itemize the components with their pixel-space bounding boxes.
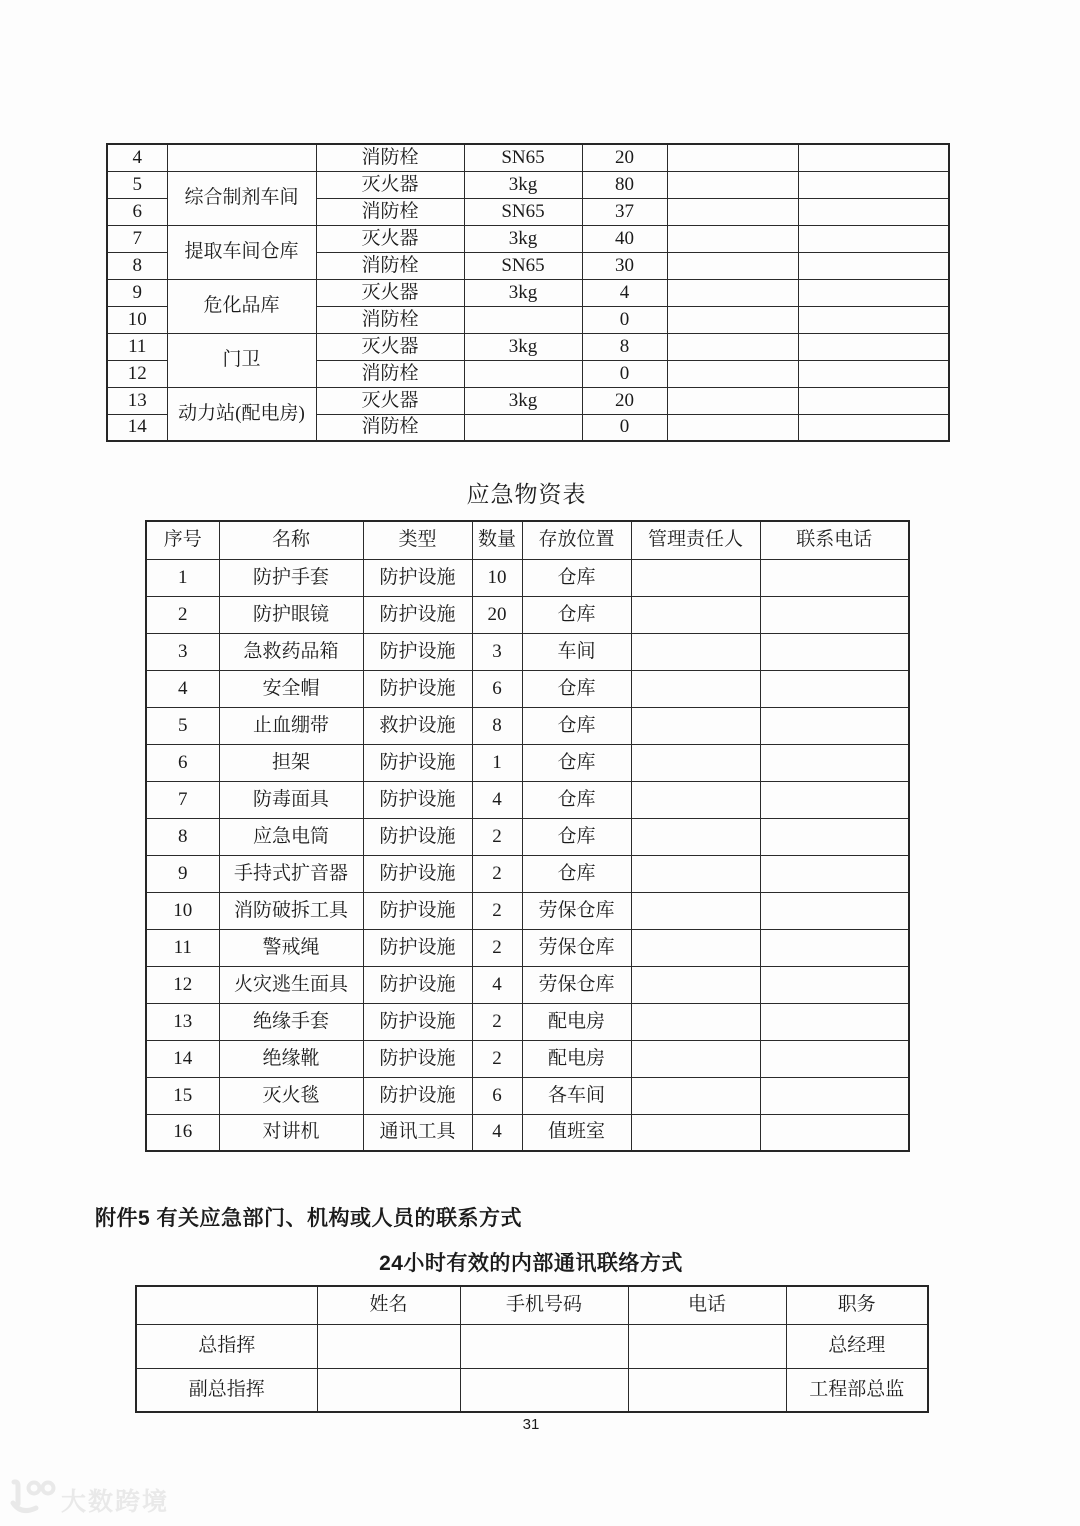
table-cell bbox=[631, 596, 760, 633]
equipment-table-row bbox=[107, 144, 949, 171]
contact-phone-cell bbox=[798, 306, 949, 333]
table-cell bbox=[631, 707, 760, 744]
table-cell: 15 bbox=[146, 1077, 219, 1114]
table-cell bbox=[760, 892, 909, 929]
supplies-table-row bbox=[146, 744, 909, 781]
table-cell: 防护设施 bbox=[363, 559, 472, 596]
supplies-table-row bbox=[146, 781, 909, 818]
contact-phone-cell bbox=[798, 333, 949, 360]
spec-cell: 3kg bbox=[464, 333, 582, 360]
table-cell bbox=[760, 707, 909, 744]
table-cell: 防护设施 bbox=[363, 966, 472, 1003]
equipment-type-cell: 消防栓 bbox=[316, 306, 464, 333]
table-cell: 劳保仓库 bbox=[522, 929, 631, 966]
table-cell bbox=[760, 1003, 909, 1040]
table-cell: 6 bbox=[472, 670, 522, 707]
quantity-cell: 20 bbox=[582, 144, 667, 171]
table-cell: 救护设施 bbox=[363, 707, 472, 744]
table-cell: 仓库 bbox=[522, 781, 631, 818]
table-cell bbox=[631, 892, 760, 929]
table-cell: 1 bbox=[472, 744, 522, 781]
table-cell: 防毒面具 bbox=[219, 781, 363, 818]
table-cell bbox=[760, 744, 909, 781]
table-cell: 8 bbox=[472, 707, 522, 744]
table-cell: 13 bbox=[146, 1003, 219, 1040]
manager-cell bbox=[667, 279, 798, 306]
title-cell: 工程部总监 bbox=[786, 1368, 928, 1412]
table-cell: 仓库 bbox=[522, 707, 631, 744]
table-cell: 14 bbox=[146, 1040, 219, 1077]
table-cell: 防护设施 bbox=[363, 633, 472, 670]
equipment-type-cell: 消防栓 bbox=[316, 414, 464, 441]
table-cell bbox=[760, 1040, 909, 1077]
quantity-cell: 20 bbox=[582, 387, 667, 414]
row-number-cell: 14 bbox=[107, 414, 167, 441]
table-cell: 防护设施 bbox=[363, 818, 472, 855]
table-cell: 仓库 bbox=[522, 744, 631, 781]
manager-cell bbox=[667, 306, 798, 333]
manager-cell bbox=[667, 225, 798, 252]
contact-phone-cell bbox=[798, 171, 949, 198]
row-number-cell: 12 bbox=[107, 360, 167, 387]
table-cell: 绝缘靴 bbox=[219, 1040, 363, 1077]
supplies-table-row bbox=[146, 929, 909, 966]
table-cell: 4 bbox=[472, 966, 522, 1003]
row-number-cell: 13 bbox=[107, 387, 167, 414]
table-cell bbox=[760, 818, 909, 855]
contact-phone-cell bbox=[798, 387, 949, 414]
supplies-table-row bbox=[146, 1114, 909, 1151]
manager-cell bbox=[667, 144, 798, 171]
spec-cell: 3kg bbox=[464, 225, 582, 252]
table-cell: 灭火毯 bbox=[219, 1077, 363, 1114]
table-cell bbox=[631, 1040, 760, 1077]
equipment-type-cell: 消防栓 bbox=[316, 144, 464, 171]
table-cell: 2 bbox=[146, 596, 219, 633]
row-number-cell: 6 bbox=[107, 198, 167, 225]
table-cell: 车间 bbox=[522, 633, 631, 670]
table-cell bbox=[631, 670, 760, 707]
phone-cell bbox=[628, 1324, 786, 1368]
contact-phone-cell bbox=[798, 198, 949, 225]
equipment-type-cell: 灭火器 bbox=[316, 279, 464, 306]
table-cell: 6 bbox=[146, 744, 219, 781]
table-cell: 消防破拆工具 bbox=[219, 892, 363, 929]
table-cell bbox=[631, 966, 760, 1003]
table-cell: 劳保仓库 bbox=[522, 892, 631, 929]
table-cell: 防护设施 bbox=[363, 1003, 472, 1040]
row-number-cell: 7 bbox=[107, 225, 167, 252]
table-cell: 2 bbox=[472, 929, 522, 966]
column-header: 姓名 bbox=[317, 1286, 460, 1324]
table-cell: 3 bbox=[146, 633, 219, 670]
table-cell bbox=[631, 1114, 760, 1151]
table-cell: 防护眼镜 bbox=[219, 596, 363, 633]
table-cell: 10 bbox=[146, 892, 219, 929]
table-cell bbox=[760, 781, 909, 818]
table-cell: 12 bbox=[146, 966, 219, 1003]
manager-cell bbox=[667, 387, 798, 414]
table-cell: 7 bbox=[146, 781, 219, 818]
table-cell bbox=[760, 929, 909, 966]
table-cell: 防护设施 bbox=[363, 596, 472, 633]
table-cell: 防护设施 bbox=[363, 1077, 472, 1114]
column-header: 手机号码 bbox=[460, 1286, 628, 1324]
smiley-100-logo-icon bbox=[8, 1478, 56, 1521]
row-number-cell: 8 bbox=[107, 252, 167, 279]
location-cell: 动力站(配电房) bbox=[167, 387, 316, 441]
location-cell: 危化品库 bbox=[167, 279, 316, 333]
table-cell bbox=[631, 818, 760, 855]
manager-cell bbox=[667, 171, 798, 198]
table-cell bbox=[760, 1114, 909, 1151]
row-number-cell: 11 bbox=[107, 333, 167, 360]
table-cell bbox=[631, 929, 760, 966]
equipment-type-cell: 消防栓 bbox=[316, 198, 464, 225]
column-header: 序号 bbox=[146, 521, 219, 559]
supplies-table bbox=[145, 520, 910, 1152]
table-cell: 2 bbox=[472, 1003, 522, 1040]
name-cell bbox=[317, 1324, 460, 1368]
table-cell: 各车间 bbox=[522, 1077, 631, 1114]
contact-phone-cell bbox=[798, 144, 949, 171]
table-cell: 急救药品箱 bbox=[219, 633, 363, 670]
table-cell: 防护设施 bbox=[363, 670, 472, 707]
page-number: 31 bbox=[522, 1416, 540, 1433]
supplies-table-container bbox=[145, 520, 908, 1152]
column-header: 名称 bbox=[219, 521, 363, 559]
table-cell bbox=[760, 855, 909, 892]
manager-cell bbox=[667, 333, 798, 360]
equipment-table-container bbox=[106, 143, 948, 442]
location-cell: 提取车间仓库 bbox=[167, 225, 316, 279]
table-cell bbox=[631, 633, 760, 670]
table-cell: 火灾逃生面具 bbox=[219, 966, 363, 1003]
supplies-header-row bbox=[146, 521, 909, 559]
supplies-table-row bbox=[146, 892, 909, 929]
spec-cell bbox=[464, 306, 582, 333]
table-cell: 仓库 bbox=[522, 559, 631, 596]
table-cell bbox=[631, 1003, 760, 1040]
supplies-table-row bbox=[146, 966, 909, 1003]
table-cell: 担架 bbox=[219, 744, 363, 781]
table-cell: 通讯工具 bbox=[363, 1114, 472, 1151]
table-cell: 防护设施 bbox=[363, 744, 472, 781]
watermark-text: 大数跨境 bbox=[61, 1487, 170, 1516]
equipment-type-cell: 消防栓 bbox=[316, 252, 464, 279]
contacts-table-subheading: 24小时有效的内部通讯联络方式 bbox=[379, 1252, 683, 1275]
table-cell: 应急电筒 bbox=[219, 818, 363, 855]
supplies-table-row bbox=[146, 1040, 909, 1077]
column-header: 联系电话 bbox=[760, 521, 909, 559]
spec-cell bbox=[464, 360, 582, 387]
equipment-type-cell: 灭火器 bbox=[316, 225, 464, 252]
column-header: 电话 bbox=[628, 1286, 786, 1324]
manager-cell bbox=[667, 414, 798, 441]
table-cell: 2 bbox=[472, 892, 522, 929]
table-cell: 配电房 bbox=[522, 1003, 631, 1040]
table-cell: 防护设施 bbox=[363, 855, 472, 892]
title-cell: 总经理 bbox=[786, 1324, 928, 1368]
table-cell: 劳保仓库 bbox=[522, 966, 631, 1003]
spec-cell: SN65 bbox=[464, 252, 582, 279]
quantity-cell: 8 bbox=[582, 333, 667, 360]
contact-phone-cell bbox=[798, 279, 949, 306]
spec-cell bbox=[464, 414, 582, 441]
table-cell bbox=[631, 744, 760, 781]
table-cell: 20 bbox=[472, 596, 522, 633]
table-cell bbox=[631, 559, 760, 596]
contact-phone-cell bbox=[798, 360, 949, 387]
supplies-table-row bbox=[146, 855, 909, 892]
table-cell: 手持式扩音器 bbox=[219, 855, 363, 892]
table-cell: 防护设施 bbox=[363, 781, 472, 818]
column-header: 管理责任人 bbox=[631, 521, 760, 559]
equipment-table-row bbox=[107, 279, 949, 306]
supplies-table-row bbox=[146, 1003, 909, 1040]
supplies-table-row bbox=[146, 596, 909, 633]
table-cell: 2 bbox=[472, 818, 522, 855]
table-cell: 止血绷带 bbox=[219, 707, 363, 744]
table-cell: 6 bbox=[472, 1077, 522, 1114]
table-cell: 警戒绳 bbox=[219, 929, 363, 966]
equipment-table-row bbox=[107, 225, 949, 252]
equipment-table-row bbox=[107, 171, 949, 198]
spec-cell: SN65 bbox=[464, 198, 582, 225]
contacts-table-row bbox=[136, 1324, 928, 1368]
row-number-cell: 10 bbox=[107, 306, 167, 333]
table-cell bbox=[760, 596, 909, 633]
supplies-table-row bbox=[146, 818, 909, 855]
quantity-cell: 0 bbox=[582, 306, 667, 333]
quantity-cell: 30 bbox=[582, 252, 667, 279]
row-number-cell: 5 bbox=[107, 171, 167, 198]
attachment-heading: 附件5 有关应急部门、机构或人员的联系方式 bbox=[95, 1207, 523, 1230]
contacts-table-container bbox=[135, 1285, 927, 1413]
table-cell: 4 bbox=[472, 781, 522, 818]
name-cell bbox=[317, 1368, 460, 1412]
table-cell: 16 bbox=[146, 1114, 219, 1151]
table-cell: 10 bbox=[472, 559, 522, 596]
quantity-cell: 0 bbox=[582, 360, 667, 387]
table-cell: 5 bbox=[146, 707, 219, 744]
column-header: 数量 bbox=[472, 521, 522, 559]
table-cell: 防护设施 bbox=[363, 929, 472, 966]
manager-cell bbox=[667, 198, 798, 225]
column-header: 职务 bbox=[786, 1286, 928, 1324]
spec-cell: 3kg bbox=[464, 387, 582, 414]
watermark bbox=[8, 1478, 169, 1521]
table-cell: 仓库 bbox=[522, 670, 631, 707]
contact-phone-cell bbox=[798, 252, 949, 279]
supplies-table-row bbox=[146, 633, 909, 670]
quantity-cell: 40 bbox=[582, 225, 667, 252]
location-cell: 门卫 bbox=[167, 333, 316, 387]
table-cell: 1 bbox=[146, 559, 219, 596]
table-cell bbox=[631, 1077, 760, 1114]
table-cell bbox=[760, 670, 909, 707]
table-cell: 仓库 bbox=[522, 855, 631, 892]
quantity-cell: 4 bbox=[582, 279, 667, 306]
table-cell bbox=[760, 966, 909, 1003]
row-number-cell: 9 bbox=[107, 279, 167, 306]
table-cell: 值班室 bbox=[522, 1114, 631, 1151]
row-number-cell: 4 bbox=[107, 144, 167, 171]
supplies-table-row bbox=[146, 559, 909, 596]
supplies-table-row bbox=[146, 1077, 909, 1114]
table-cell bbox=[631, 781, 760, 818]
role-cell: 副总指挥 bbox=[136, 1368, 317, 1412]
table-cell: 9 bbox=[146, 855, 219, 892]
table-cell: 8 bbox=[146, 818, 219, 855]
table-cell: 仓库 bbox=[522, 596, 631, 633]
mobile-cell bbox=[460, 1368, 628, 1412]
table-cell: 2 bbox=[472, 855, 522, 892]
manager-cell bbox=[667, 252, 798, 279]
equipment-table-row bbox=[107, 387, 949, 414]
equipment-type-cell: 灭火器 bbox=[316, 333, 464, 360]
table-cell bbox=[760, 1077, 909, 1114]
phone-cell bbox=[628, 1368, 786, 1412]
contacts-table-row bbox=[136, 1368, 928, 1412]
column-header: 存放位置 bbox=[522, 521, 631, 559]
manager-cell bbox=[667, 360, 798, 387]
table-cell bbox=[760, 633, 909, 670]
table-cell bbox=[631, 855, 760, 892]
supplies-table-title: 应急物资表 bbox=[466, 482, 587, 507]
table-cell: 4 bbox=[146, 670, 219, 707]
equipment-type-cell: 灭火器 bbox=[316, 387, 464, 414]
equipment-table bbox=[106, 143, 950, 442]
table-cell: 绝缘手套 bbox=[219, 1003, 363, 1040]
table-cell: 11 bbox=[146, 929, 219, 966]
spec-cell: 3kg bbox=[464, 171, 582, 198]
table-cell: 仓库 bbox=[522, 818, 631, 855]
location-cell bbox=[167, 144, 316, 171]
table-cell: 防护手套 bbox=[219, 559, 363, 596]
role-cell: 总指挥 bbox=[136, 1324, 317, 1368]
equipment-type-cell: 消防栓 bbox=[316, 360, 464, 387]
contacts-table bbox=[135, 1285, 929, 1413]
spec-cell: SN65 bbox=[464, 144, 582, 171]
table-cell: 防护设施 bbox=[363, 892, 472, 929]
supplies-table-row bbox=[146, 707, 909, 744]
contact-phone-cell bbox=[798, 225, 949, 252]
table-cell: 防护设施 bbox=[363, 1040, 472, 1077]
table-cell: 对讲机 bbox=[219, 1114, 363, 1151]
supplies-table-row bbox=[146, 670, 909, 707]
column-header bbox=[136, 1286, 317, 1324]
table-cell: 2 bbox=[472, 1040, 522, 1077]
equipment-table-row bbox=[107, 333, 949, 360]
table-cell: 3 bbox=[472, 633, 522, 670]
table-cell: 配电房 bbox=[522, 1040, 631, 1077]
spec-cell: 3kg bbox=[464, 279, 582, 306]
quantity-cell: 37 bbox=[582, 198, 667, 225]
mobile-cell bbox=[460, 1324, 628, 1368]
contacts-header-row bbox=[136, 1286, 928, 1324]
table-cell: 4 bbox=[472, 1114, 522, 1151]
contact-phone-cell bbox=[798, 414, 949, 441]
table-cell: 安全帽 bbox=[219, 670, 363, 707]
quantity-cell: 80 bbox=[582, 171, 667, 198]
column-header: 类型 bbox=[363, 521, 472, 559]
equipment-type-cell: 灭火器 bbox=[316, 171, 464, 198]
table-cell bbox=[760, 559, 909, 596]
quantity-cell: 0 bbox=[582, 414, 667, 441]
location-cell: 综合制剂车间 bbox=[167, 171, 316, 225]
